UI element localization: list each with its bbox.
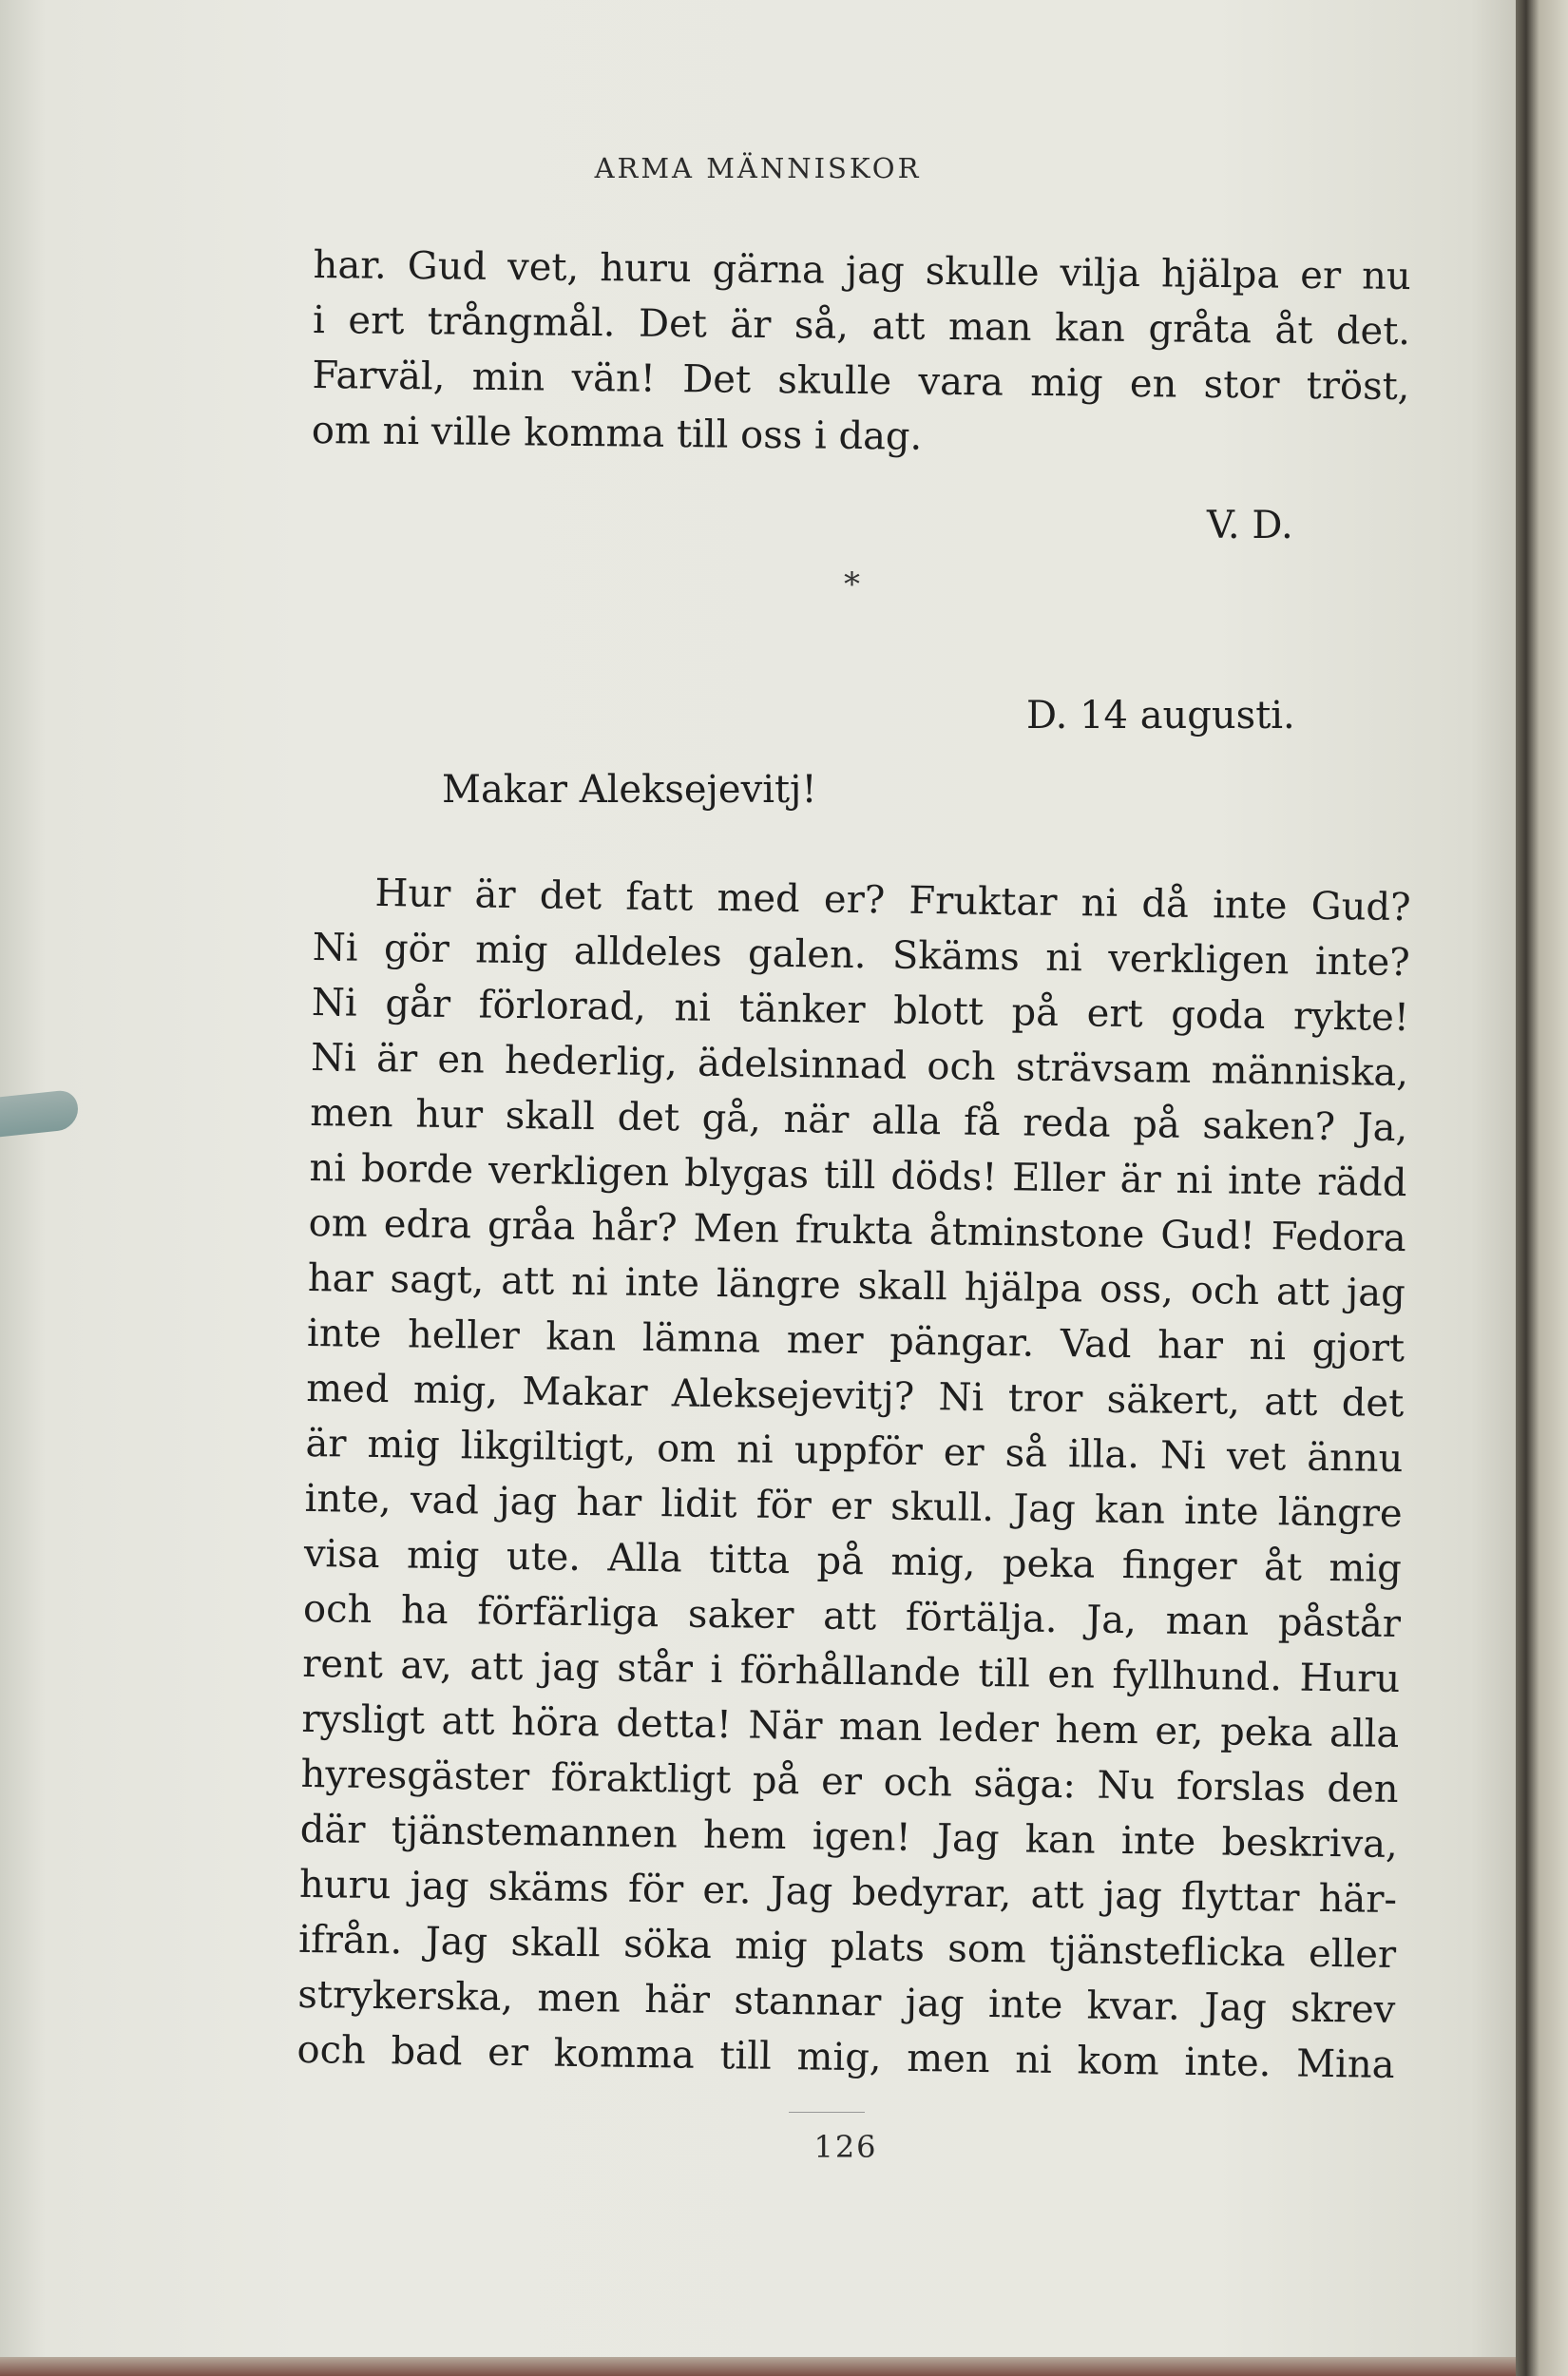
text-line: Hur är det fatt med er? Fruktar ni då inte Gud? <box>374 871 1411 930</box>
text-line: om edra gråa hår? Men frukta åtminstone Gud! Fedora <box>308 1200 1406 1261</box>
text-line: ifrån. Jag skall söka mig plats som tjänsteflicka eller <box>297 1917 1397 1978</box>
text-line: inte heller kan lämna mer pängar. Vad har ni gjort <box>306 1311 1405 1371</box>
running-header: ARMA MÄNNISKOR <box>594 152 922 184</box>
text-line: Ni gör mig alldeles galen. Skäms ni verkligen inte? <box>312 925 1410 986</box>
text-line: huru jag skäms för er. Jag bedyrar, att jag flyttar här- <box>298 1862 1398 1923</box>
text-line: strykerska, men här stannar jag inte kvar. Jag skrev <box>297 1972 1396 2033</box>
text-line: Ni är en hederlig, ädelsinnad och strävsam människa, <box>310 1035 1409 1096</box>
text-line: där tjänstemannen hem igen! Jag kan inte beskriva, <box>299 1807 1399 1868</box>
book-cover-edge <box>0 2357 1516 2376</box>
text-line: är mig likgiltigt, om ni uppför er så illa. Ni vet ännu <box>305 1421 1404 1482</box>
book-spine-edge <box>1516 0 1568 2376</box>
letter-2-salutation: Makar Aleksejevitj! <box>442 768 817 812</box>
text-line: rent av, att jag står i förhållande till en fyllhund. Huru <box>301 1641 1401 1702</box>
text-line: i ert trångmål. Det är så, att man kan gråta åt det. <box>312 297 1411 354</box>
text-line: har. Gud vet, huru gärna jag skulle vilja hjälpa er nu <box>313 242 1411 299</box>
text-line: inte, vad jag har lidit för er skull. Jag kan inte längre <box>304 1476 1403 1537</box>
letter-1-signature: V. D. <box>1207 504 1293 547</box>
text-line: men hur skall det gå, när alla få reda på saken? Ja, <box>310 1090 1408 1151</box>
page-number: 126 <box>813 2129 878 2165</box>
section-separator: * <box>844 565 860 604</box>
text-line: och ha förfärliga saker att förtälja. Ja, man påstår <box>302 1586 1402 1647</box>
text-line: Ni går förlorad, ni tänker blott på ert goda rykte! <box>311 980 1410 1041</box>
text-line: har sagt, att ni inte längre skall hjälpa oss, och att jag <box>307 1255 1406 1316</box>
letter-2-date: D. 14 augusti. <box>1026 694 1295 738</box>
text-line: Farväl, min vän! Det skulle vara mig en stor tröst, <box>312 353 1410 410</box>
text-line: om ni ville komma till oss i dag. <box>311 408 923 459</box>
text-line: visa mig ute. Alla titta på mig, peka finger åt mig <box>303 1531 1403 1592</box>
footer-rule <box>789 2112 865 2113</box>
text-line: ni borde verkligen blygas till döds! Eller är ni inte rädd <box>309 1145 1407 1206</box>
text-line: hyresgäster föraktligt på er och säga: Nu forslas den <box>300 1752 1399 1812</box>
text-line: rysligt att höra detta! När man leder hem er, peka alla <box>301 1696 1400 1757</box>
text-line: och bad er komma till mig, men ni kom inte. Mina <box>296 2027 1395 2088</box>
letter-2-body <box>296 865 1411 2093</box>
letter-1-body <box>312 238 1411 469</box>
text-line: med mig, Makar Aleksejevitj? Ni tror säkert, att det <box>305 1366 1405 1427</box>
